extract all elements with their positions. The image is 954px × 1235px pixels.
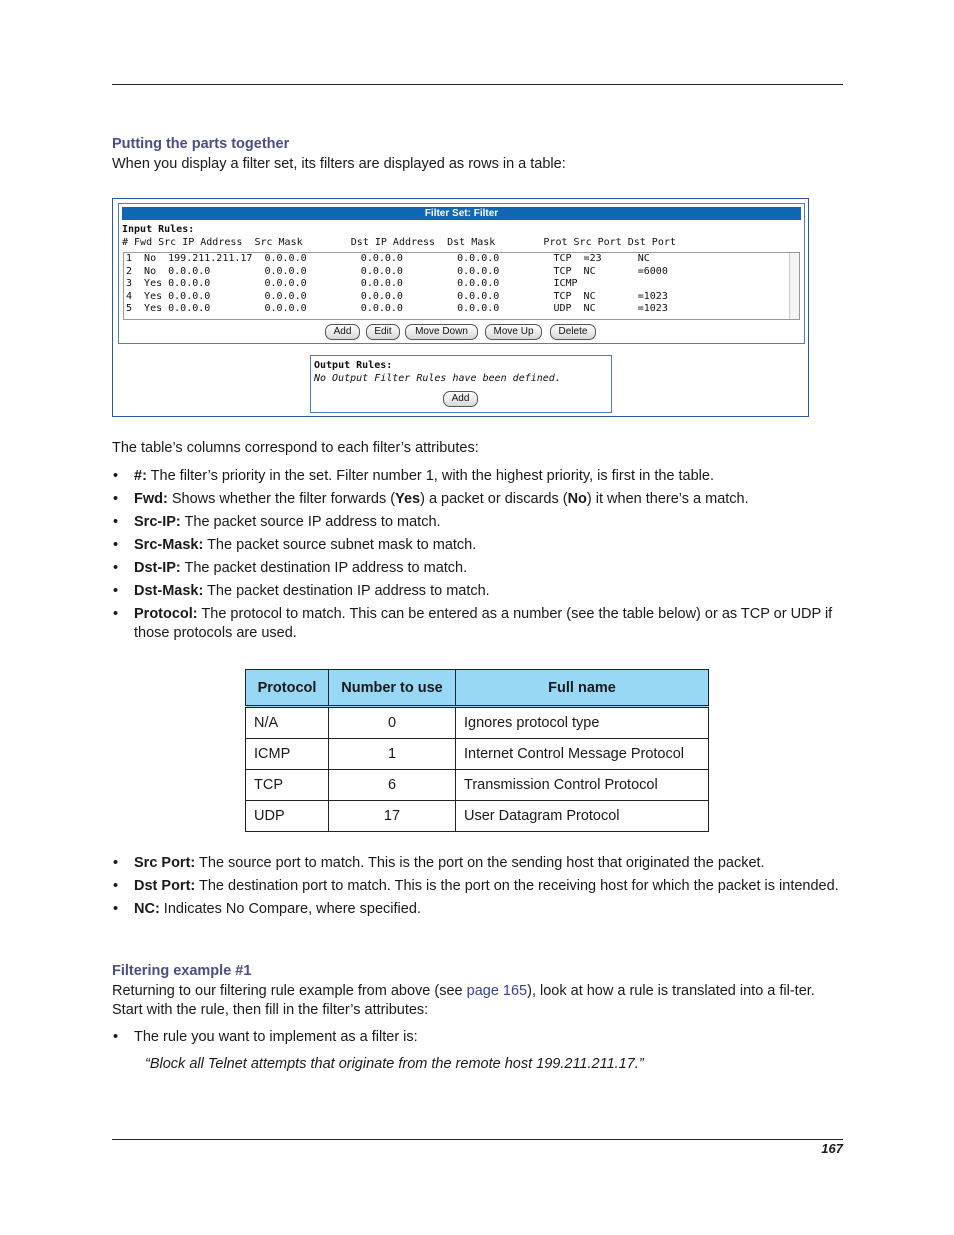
rules-list[interactable] xyxy=(123,252,800,320)
move-down-button[interactable]: Move Down xyxy=(405,324,478,340)
columns-intro: The table’s columns correspond to each filter’s attributes: xyxy=(112,440,479,456)
edit-rule-button[interactable]: Edit xyxy=(366,324,400,340)
column-header: Full name xyxy=(456,670,709,707)
list-item: • Src-IP: The packet source IP address to match. xyxy=(113,514,441,530)
table-cell: Transmission Control Protocol xyxy=(456,770,709,801)
list-item: • Protocol: The protocol to match. This can be entered as a number (see the table below) or as TCP or UDP if those protocols are used. xyxy=(113,606,833,641)
table-cell: Ignores protocol type xyxy=(456,707,709,739)
list-item: • Fwd: Shows whether the filter forwards (Yes) a packet or discards (No) it when there’s a match. xyxy=(113,491,749,507)
rule-row[interactable]: 4 Yes 0.0.0.0 0.0.0.0 0.0.0.0 0.0.0.0 TCP NC =1023 xyxy=(126,290,668,302)
move-up-button[interactable]: Move Up xyxy=(485,324,542,340)
input-rules-panel xyxy=(118,203,805,344)
list-item: • Dst-IP: The packet destination IP address to match. xyxy=(113,560,468,576)
list-item: • Src Port: The source port to match. This is the port on the sending host that originated the packet. xyxy=(113,855,765,871)
column-header: Number to use xyxy=(329,670,456,707)
rules-scrollbar[interactable] xyxy=(789,253,799,319)
list-item: • The rule you want to implement as a filter is: xyxy=(113,1029,418,1045)
section-heading: Putting the parts together xyxy=(112,136,290,152)
table-cell: 17 xyxy=(329,801,456,832)
page-link[interactable]: page 165 xyxy=(466,983,528,999)
section-heading: Filtering example #1 xyxy=(112,963,252,979)
table-cell: UDP xyxy=(246,801,329,832)
rule-row[interactable]: 5 Yes 0.0.0.0 0.0.0.0 0.0.0.0 0.0.0.0 UDP NC =1023 xyxy=(126,303,668,314)
add-rule-button[interactable]: Add xyxy=(325,324,360,340)
protocol-table xyxy=(245,669,709,832)
list-item: • Dst Port: The destination port to match. This is the port on the receiving host for which the packet is intended. xyxy=(113,878,839,894)
list-item: • Dst-Mask: The packet destination IP address to match. xyxy=(113,583,490,599)
output-rules-empty-message: No Output Filter Rules have been defined. xyxy=(314,373,561,384)
table-row xyxy=(246,801,709,832)
table-cell: TCP xyxy=(246,770,329,801)
add-output-rule-button[interactable]: Add xyxy=(443,391,478,407)
table-row xyxy=(246,770,709,801)
table-cell: 6 xyxy=(329,770,456,801)
intro-paragraph: When you display a filter set, its filters are displayed as rows in a table: xyxy=(112,156,566,172)
attribute-list xyxy=(112,467,843,643)
top-rule xyxy=(112,84,843,85)
delete-rule-button[interactable]: Delete xyxy=(550,324,596,340)
rule-row[interactable]: 1 No 199.211.211.17 0.0.0.0 0.0.0.0 0.0.0.0 TCP =23 NC xyxy=(126,253,650,264)
table-row xyxy=(246,707,709,739)
example-list xyxy=(112,1028,843,1047)
table-cell: User Datagram Protocol xyxy=(456,801,709,832)
table-cell: Internet Control Message Protocol xyxy=(456,739,709,770)
column-header: Protocol xyxy=(246,670,329,707)
rule-quote: “Block all Telnet attempts that originate from the remote host 199.211.211.17.” xyxy=(145,1056,644,1072)
table-cell: 0 xyxy=(329,707,456,739)
table-cell: ICMP xyxy=(246,739,329,770)
filter-set-title-bar: Filter Set: Filter xyxy=(122,207,801,220)
input-rules-label: Input Rules: xyxy=(122,224,195,235)
list-item: • Src-Mask: The packet source subnet mask to match. xyxy=(113,537,477,553)
example-paragraph: Returning to our filtering rule example from above (see page 165), look at how a rule is translated into a fil-ter. Start with the rule, then fill in the filter’s attributes: xyxy=(112,983,815,1018)
list-item: • NC: Indicates No Compare, where specified. xyxy=(113,901,421,917)
table-cell: 1 xyxy=(329,739,456,770)
table-cell: N/A xyxy=(246,707,329,739)
table-row xyxy=(246,739,709,770)
page-number: 167 xyxy=(821,1141,843,1156)
port-attribute-list xyxy=(112,854,843,919)
rules-column-headers: # Fwd Src IP Address Src Mask Dst IP Address Dst Mask Prot Src Port Dst Port xyxy=(122,237,676,248)
rule-row[interactable]: 2 No 0.0.0.0 0.0.0.0 0.0.0.0 0.0.0.0 TCP NC =6000 xyxy=(126,265,668,277)
output-rules-label: Output Rules: xyxy=(314,360,393,371)
rule-row[interactable]: 3 Yes 0.0.0.0 0.0.0.0 0.0.0.0 0.0.0.0 ICMP xyxy=(126,278,578,289)
table-header-row xyxy=(246,670,709,707)
filter-set-screenshot xyxy=(112,198,809,417)
output-rules-panel xyxy=(310,355,612,413)
bottom-rule xyxy=(112,1139,843,1140)
list-item: • #: The filter’s priority in the set. Filter number 1, with the highest priority, is first in the table. xyxy=(113,468,714,484)
